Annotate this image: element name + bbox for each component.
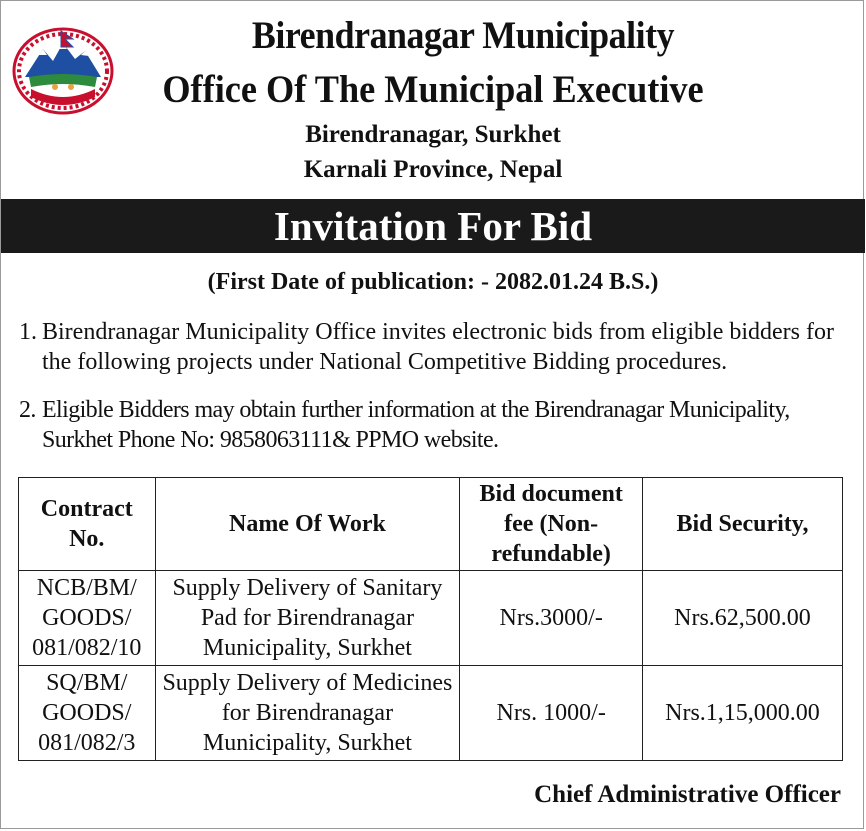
notice-title-banner: Invitation For Bid [1,199,865,253]
publication-date: (First Date of publication: - 2082.01.24 B.S.) [207,269,659,295]
security-cell: Nrs.62,500.00 [642,571,842,666]
header-name-of-work: Name Of Work [155,478,460,571]
paragraph-1 [19,317,845,377]
municipality-name: Birendranagar Municipality [251,14,675,57]
security-cell: Nrs.1,15,000.00 [642,666,842,761]
paragraph-text: Birendranagar Municipality Office invites electronic bids from eligible bidders for the following projects under National Competitive Bidding procedures. [42,319,834,375]
fee-cell: Nrs.3000/- [460,571,643,666]
name-of-work-cell: Supply Delivery of Sanitary Pad for Birendranagar Municipality, Surkhet [155,571,460,666]
header-bid-security: Bid Security, [642,478,842,571]
paragraph-2 [19,395,845,455]
table-row [19,571,843,666]
header-bid-document-fee: Bid document fee (Non-refundable) [460,478,643,571]
office-name: Office Of The Municipal Executive [162,68,704,111]
bid-table [18,477,843,761]
contract-no-cell: SQ/BM/ GOODS/ 081/082/3 [19,666,156,761]
paragraph-number: 2. [19,397,36,423]
header-contract-no: Contract No. [19,478,156,571]
nepal-emblem-icon [11,25,115,117]
paragraph-text: Eligible Bidders may obtain further information at the Birendranagar Municipality, Surkhet Phone No: 9858063111& PPMO website. [42,397,790,453]
paragraph-number: 1. [19,319,37,345]
notice-header [1,1,865,197]
fee-cell: Nrs. 1000/- [460,666,643,761]
address-line-1: Birendranagar, Surkhet [305,121,561,148]
signatory-title: Chief Administrative Officer [534,781,841,808]
table-row [19,666,843,761]
contract-no-cell: NCB/BM/ GOODS/ 081/082/10 [19,571,156,666]
address-line-2: Karnali Province, Nepal [303,156,563,183]
name-of-work-cell: Supply Delivery of Medicines for Birendranagar Municipality, Surkhet [155,666,460,761]
table-header-row [19,478,843,571]
